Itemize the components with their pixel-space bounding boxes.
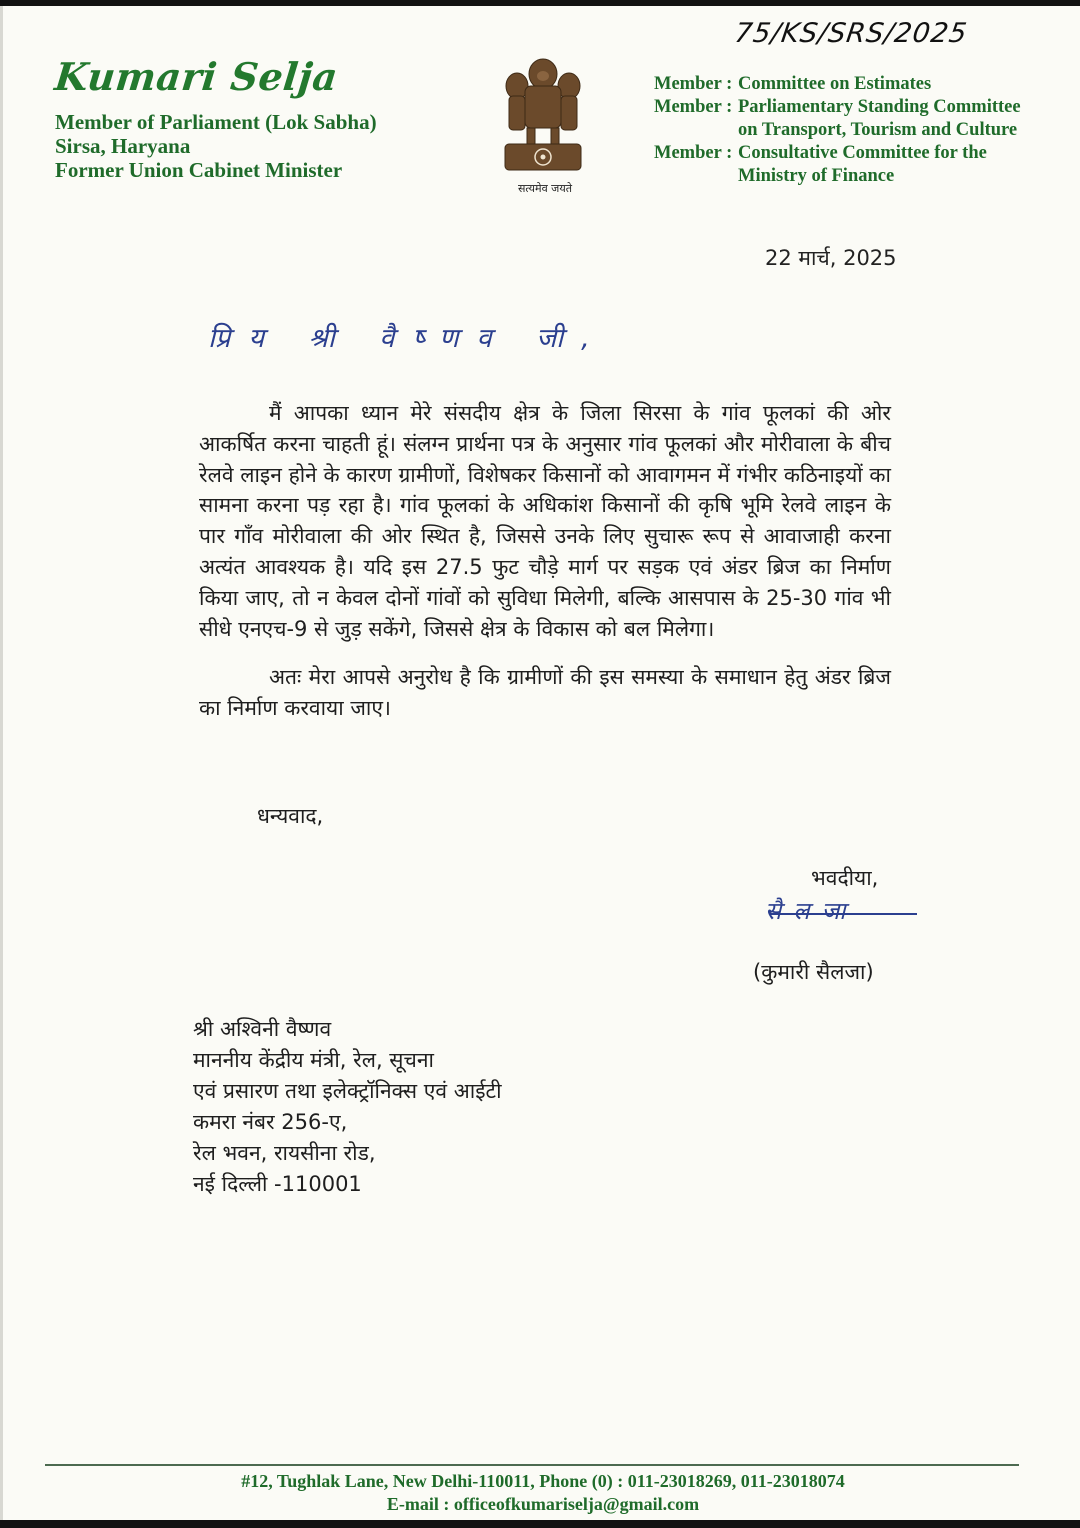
committee-name: Committee on Estimates <box>738 74 932 94</box>
address-line: एवं प्रसारण तथा इलेक्ट्रॉनिक्स एवं आईटी <box>193 1079 502 1103</box>
address-line: नई दिल्ली -110001 <box>193 1172 362 1196</box>
designation-line: Sirsa, Haryana <box>55 134 191 158</box>
committee-memberships <box>654 73 1021 188</box>
recipient-address <box>193 1014 502 1200</box>
body-paragraph: मैं आपका ध्यान मेरे संसदीय क्षेत्र के जिला सिरसा के गांव फूलकां की ओर आकर्षित करना चाहती हूं। संलग्न प्रार्थना पत्र के अनुसार गांव फूलकां और मोरीवाला के बीच रेलवे लाइन होने के कारण ग्रामीणों, विशेषकर किसानों को आवागमन में गंभीर कठिनाइयों का सामना करना पड़ रहा है। गांव फूलकां के अधिकांश किसानों की कृषि भूमि रेलवे लाइन के पार गाँव मोरीवाला की ओर स्थित है, जिससे उनके लिए सुचारू रूप से आवाजाही करना अत्यंत आवश्यक है। यदि इस 27.5 फुट चौड़े मार्ग पर सड़क एवं अंडर ब्रिज का निर्माण किया जाए, तो न केवल दोनों गांवों को सुविधा मिलेगी, बल्कि आसपास के 25-30 गांव भी सीधे एनएच-9 से जुड़ सकेंगे, जिससे क्षेत्र के विकास को बल मिलेगा। <box>199 401 891 641</box>
committee-name: Parliamentary Standing Committee <box>738 97 1021 117</box>
committee-row <box>654 73 1021 96</box>
letter-body <box>199 398 891 724</box>
signer-name: (कुमारी सैलजा) <box>753 960 874 984</box>
committee-label: Member : <box>654 74 733 94</box>
committee-row <box>654 142 1021 165</box>
committee-name-continued: Ministry of Finance <box>738 166 895 186</box>
footer-email: E-mail : officeofkumariselja@gmail.com <box>386 1494 700 1514</box>
emblem-motto: सत्यमेव जयते <box>517 182 572 195</box>
address-line: श्री अश्विनी वैष्णव <box>193 1017 332 1041</box>
closing-text: भवदीया, <box>811 866 879 890</box>
address-line: रेल भवन, रायसीना रोड, <box>193 1141 376 1165</box>
address-line: माननीय केंद्रीय मंत्री, रेल, सूचना <box>193 1048 434 1072</box>
letterhead-name: Kumari Selja <box>52 54 341 99</box>
committee-row <box>654 119 1021 142</box>
committee-label: Member : <box>654 143 733 163</box>
committee-row <box>654 96 1021 119</box>
designation-line: Member of Parliament (Lok Sabha) <box>55 110 377 134</box>
letterhead-designations <box>55 110 377 182</box>
designation-line: Former Union Cabinet Minister <box>55 158 343 182</box>
reference-number: 75/KS/SRS/2025 <box>732 18 970 49</box>
committee-label: Member : <box>654 97 733 117</box>
body-paragraph: अतः मेरा आपसे अनुरोध है कि ग्रामीणों की इस समस्या के समाधान हेतु अंडर ब्रिज का निर्माण करवाया जाए। <box>199 665 891 721</box>
footer-address: #12, Tughlak Lane, New Delhi-110011, Phone (0) : 011-23018269, 011-23018074 <box>241 1471 845 1491</box>
committee-row <box>654 165 1021 188</box>
address-line: कमरा नंबर 256-ए, <box>193 1110 348 1134</box>
letterhead-footer <box>3 1470 1080 1516</box>
handwritten-salutation: प्रिय श्री वैष्णव जी, <box>208 323 608 354</box>
committee-name: Consultative Committee for the <box>738 143 987 163</box>
footer-divider <box>45 1464 1019 1466</box>
letter-date: 22 मार्च, 2025 <box>765 246 897 270</box>
handwritten-signature: सैलजा <box>765 897 858 925</box>
committee-name-continued: on Transport, Tourism and Culture <box>738 120 1018 140</box>
letter-page <box>0 6 1080 1520</box>
national-emblem-icon <box>497 52 589 182</box>
thanks-text: धन्यवाद, <box>257 804 324 828</box>
